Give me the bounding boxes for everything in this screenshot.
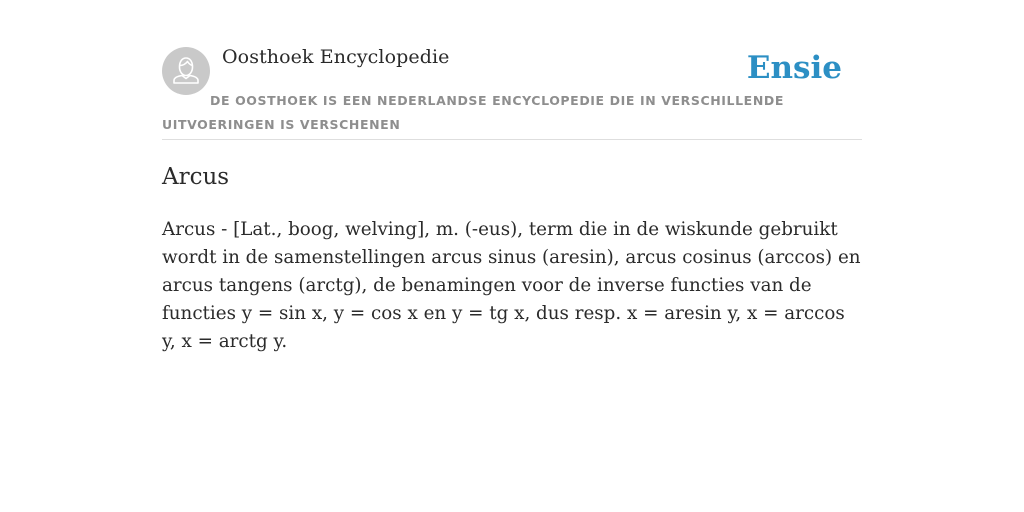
brand-logo[interactable]: Ensie [746, 50, 842, 86]
source-description: DE OOSTHOEK IS EEN NEDERLANDSE ENCYCLOPEDIE DIE IN VERSCHILLENDE UITVOERINGEN IS VERSCHENEN [162, 93, 784, 132]
avatar-silhouette [162, 47, 210, 95]
source-title[interactable]: Oosthoek Encyclopedie [222, 46, 450, 68]
article-body: Arcus - [Lat., boog, welving], m. (-eus), term die in de wiskunde gebruikt wordt in de samenstellingen arcus sinus (aresin), arcus cosinus (arccos) en arcus tangens (arctg), de benamingen voor de inverse functies van de functies y = sin x, y = cos x en y = tg x, dus resp. x = aresin y, x = arccos y, x = arctg y. [162, 219, 861, 352]
divider [162, 139, 862, 140]
user-icon[interactable] [162, 47, 210, 95]
article-title: Arcus [162, 164, 230, 190]
